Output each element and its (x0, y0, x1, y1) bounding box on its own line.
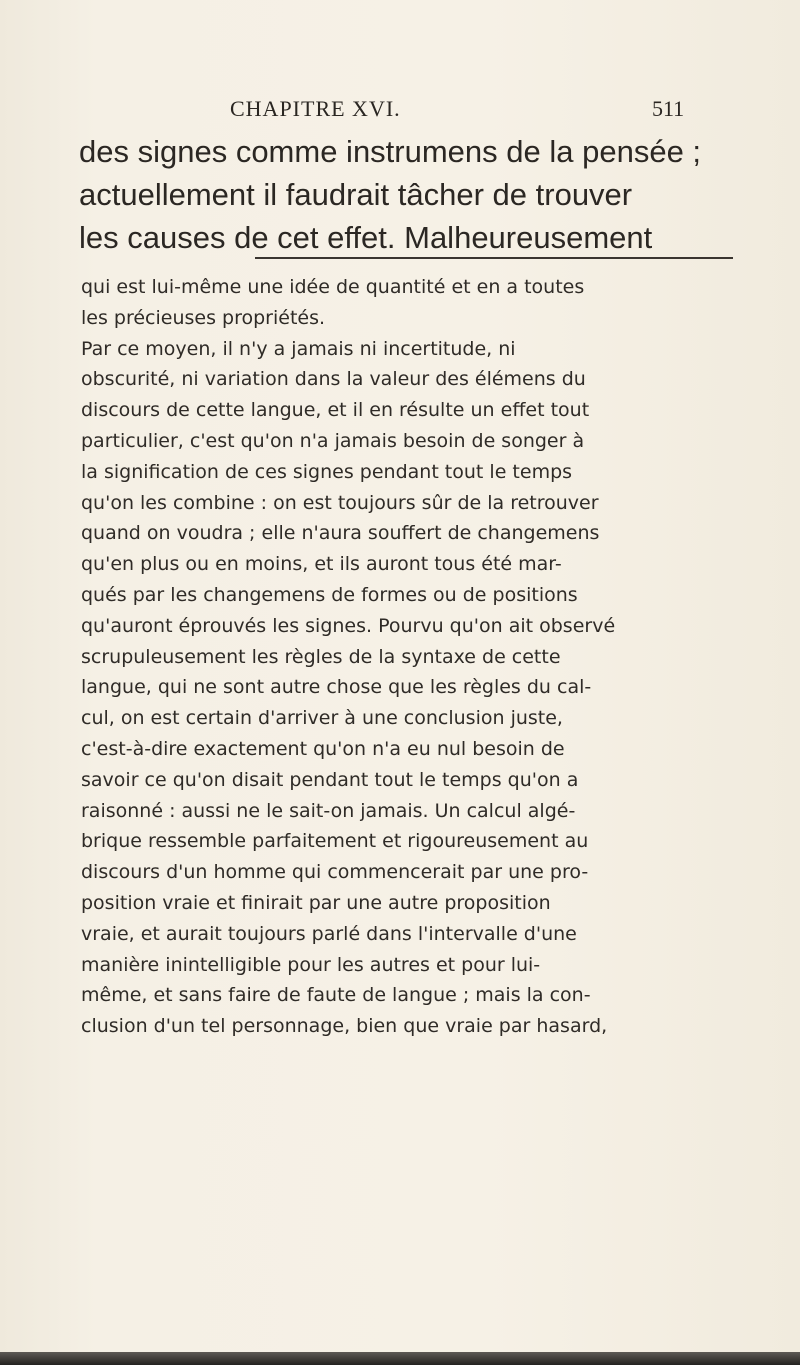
note-text-line: discours d'un homme qui commencerait par une pro- (81, 861, 589, 884)
note-text-line: savoir ce qu'on disait pendant tout le temps qu'on a (81, 768, 579, 791)
note-text-line: scrupuleusement les règles de la syntaxe de cette (81, 645, 561, 668)
note-text-line: clusion d'un tel personnage, bien que vraie par hasard, (81, 1015, 608, 1038)
main-text-line: actuellement il faudrait tâcher de trouver (79, 177, 633, 212)
note-text-line: c'est-à-dire exactement qu'on n'a eu nul besoin de (81, 737, 565, 760)
running-header (230, 96, 700, 132)
note-text-line: raisonné : aussi ne le sait-on jamais. Un calcul algé- (81, 799, 576, 822)
chapter-heading: CHAPITRE XVI. (230, 96, 401, 121)
note-text-line: quand on voudra ; elle n'aura souffert de changemens (81, 522, 600, 545)
note-text-line: vraie, et aurait toujours parlé dans l'intervalle d'une (81, 922, 577, 945)
note-text-line: discours de cette langue, et il en résulte un effet tout (81, 399, 590, 422)
note-text-line: obscurité, ni variation dans la valeur des élémens du (81, 368, 586, 391)
note-text-line: qu'on les combine : on est toujours sûr de la retrouver (81, 491, 599, 514)
note-text-line: qu'auront éprouvés les signes. Pourvu qu'on ait observé (81, 614, 616, 637)
note-text-line: position vraie et finirait par une autre proposition (81, 891, 551, 914)
note-text-line: même, et sans faire de faute de langue ; mais la con- (81, 984, 591, 1007)
note-text-line: manière inintelligible pour les autres et pour lui- (81, 953, 541, 976)
note-text-line: qu'en plus ou en moins, et ils auront tous été mar- (81, 553, 562, 576)
note-text-line: Par ce moyen, il n'y a jamais ni incertitude, ni (81, 337, 516, 360)
main-text-block (79, 130, 739, 259)
note-text-line: la signification de ces signes pendant tout le temps (81, 460, 573, 483)
main-text-line: des signes comme instrumens de la pensée ; (79, 134, 702, 169)
section-separator (255, 257, 733, 259)
note-text-line: les précieuses propriétés. (81, 306, 326, 329)
scan-bottom-edge (0, 1352, 800, 1365)
note-text-line: langue, qui ne sont autre chose que les règles du cal- (81, 676, 592, 699)
main-text-line: les causes de cet effet. Malheureusement (79, 220, 653, 255)
note-text-line: cul, on est certain d'arriver à une conclusion juste, (81, 707, 563, 730)
note-text-line: qui est lui-même une idée de quantité et en a toutes (81, 276, 585, 298)
note-text-line: brique ressemble parfaitement et rigoureusement au (81, 830, 589, 853)
note-text-line: qués par les changemens de formes ou de positions (81, 583, 578, 606)
note-text-block (81, 272, 741, 1042)
page-number: 511 (652, 96, 685, 121)
note-text-line: particulier, c'est qu'on n'a jamais besoin de songer à (81, 429, 585, 452)
